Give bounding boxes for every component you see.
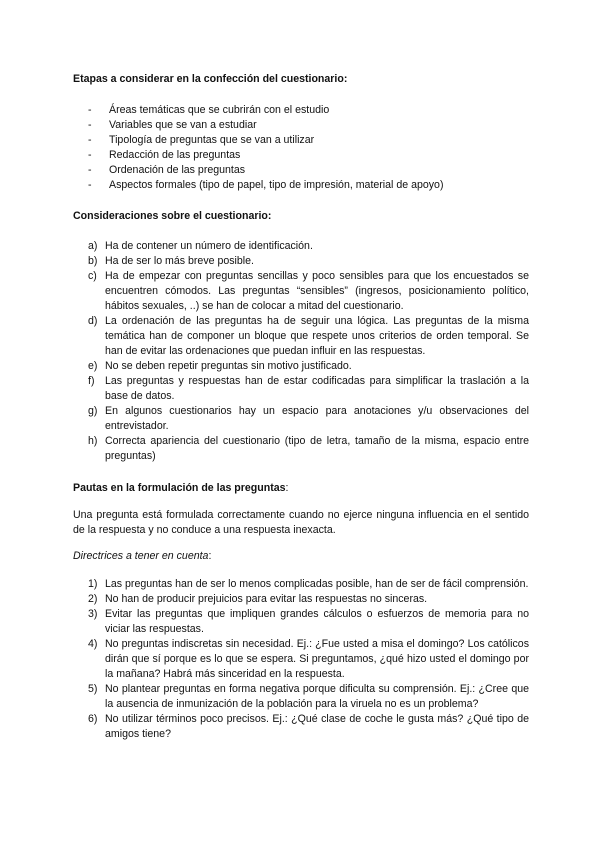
list-item-text: Tipología de preguntas que se van a utilizar [109,134,315,146]
list-item [73,148,533,163]
list-marker: b) [88,255,98,267]
list-item-text: No plantear preguntas en forma negativa porque dificulta su comprensión. Ej.: ¿Cree que la ausencia de inmunización de la población para la viruela no es un problema? [105,683,529,710]
intro-paragraph: Una pregunta está formulada correctamente cuando no ejerce ninguna influencia en el sentido de la respuesta y no conduce a una respuesta inexacta. [73,509,529,536]
list-item-text: Ha de empezar con preguntas sencillas y poco sensibles para que los encuestados se encuentren cómodos. Las preguntas “sensibles” (ingresos, posicionamiento político, hábitos sexuales, ..) se han de colocar a mitad del cuestionario. [105,270,529,312]
list-item [73,404,529,434]
dash-marker: - [88,149,92,161]
dash-marker: - [88,119,92,131]
section-heading-pautas [73,481,288,496]
section-heading-pautas-colon: : [285,482,289,494]
list-item [73,434,529,464]
list-marker: c) [88,270,97,282]
list-item [73,592,529,607]
list-marker: 5) [88,683,98,695]
list-marker: 6) [88,713,98,725]
list-item-text: En algunos cuestionarios hay un espacio para anotaciones y/u observaciones del entrevistador. [105,405,529,432]
directrices-subtitle-colon: : [208,550,212,562]
list-item [73,254,529,269]
list-marker: g) [88,405,98,417]
list-item-text: Aspectos formales (tipo de papel, tipo de impresión, material de apoyo) [109,179,444,191]
dash-marker: - [88,134,92,146]
directrices-subtitle-text: Directrices a tener en cuenta [73,550,209,562]
list-item [73,637,529,682]
etapas-list [73,103,533,193]
list-marker: d) [88,315,98,327]
list-marker: 3) [88,608,98,620]
list-item-text: No han de producir prejuicios para evitar las respuestas no sinceras. [105,593,428,605]
list-item [73,163,533,178]
list-item-text: Evitar las preguntas que impliquen grandes cálculos o esfuerzos de memoria para no viciar las respuestas. [105,608,529,635]
list-item [73,118,533,133]
list-item [73,314,529,359]
dash-marker: - [88,104,92,116]
list-item-text: La ordenación de las preguntas ha de seguir una lógica. Las preguntas de la misma temática han de componer un bloque que respete unos criterios de orden temporal. Se han de evitar las ordenaciones que puedan influir en las respuestas. [105,315,529,357]
list-marker: 4) [88,638,98,650]
list-item [73,359,529,374]
list-marker: e) [88,360,98,372]
section-heading-pautas-text: Pautas en la formulación de las preguntas [73,482,286,494]
list-item-text: Áreas temáticas que se cubrirán con el estudio [109,104,330,116]
list-item [73,607,529,637]
list-item [73,269,529,314]
list-item-text: Variables que se van a estudiar [109,119,257,131]
list-item [73,682,529,712]
directrices-list [73,577,529,742]
list-item [73,178,533,193]
list-marker: 2) [88,593,98,605]
list-item-text: Ha de contener un número de identificación. [105,240,313,252]
directrices-subtitle [73,549,211,564]
section-heading-etapas: Etapas a considerar en la confección del cuestionario: [73,73,348,85]
list-item-text: Redacción de las preguntas [109,149,241,161]
list-item [73,712,529,742]
list-item [73,239,529,254]
list-item [73,577,529,592]
consideraciones-list [73,239,529,464]
list-marker: f) [88,375,95,387]
list-marker: a) [88,240,98,252]
list-item-text: Las preguntas han de ser lo menos complicadas posible, han de ser de fácil comprensión. [105,578,529,590]
dash-marker: - [88,179,92,191]
list-item-text: No se deben repetir preguntas sin motivo justificado. [105,360,352,372]
list-item-text: Las preguntas y respuestas han de estar codificadas para simplificar la traslación a la base de datos. [105,375,529,402]
list-marker: h) [88,435,98,447]
list-item-text: Ordenación de las preguntas [109,164,246,176]
dash-marker: - [88,164,92,176]
list-item [73,374,529,404]
list-item [73,103,533,118]
list-item-text: No utilizar términos poco precisos. Ej.: ¿Qué clase de coche le gusta más? ¿Qué tipo de amigos tiene? [105,713,529,740]
list-item [73,133,533,148]
list-marker: 1) [88,578,98,590]
list-item-text: Ha de ser lo más breve posible. [105,255,254,267]
section-heading-consideraciones: Consideraciones sobre el cuestionario: [73,210,272,222]
list-item-text: Correcta apariencia del cuestionario (tipo de letra, tamaño de la misma, espacio entre preguntas) [105,435,529,462]
list-item-text: No preguntas indiscretas sin necesidad. Ej.: ¿Fue usted a misa el domingo? Los católicos dirán que sí porque es lo que se espera. Si preguntamos, ¿qué hizo usted el domingo por la mañana? Habrá más sinceridad en la respuesta. [105,638,529,680]
